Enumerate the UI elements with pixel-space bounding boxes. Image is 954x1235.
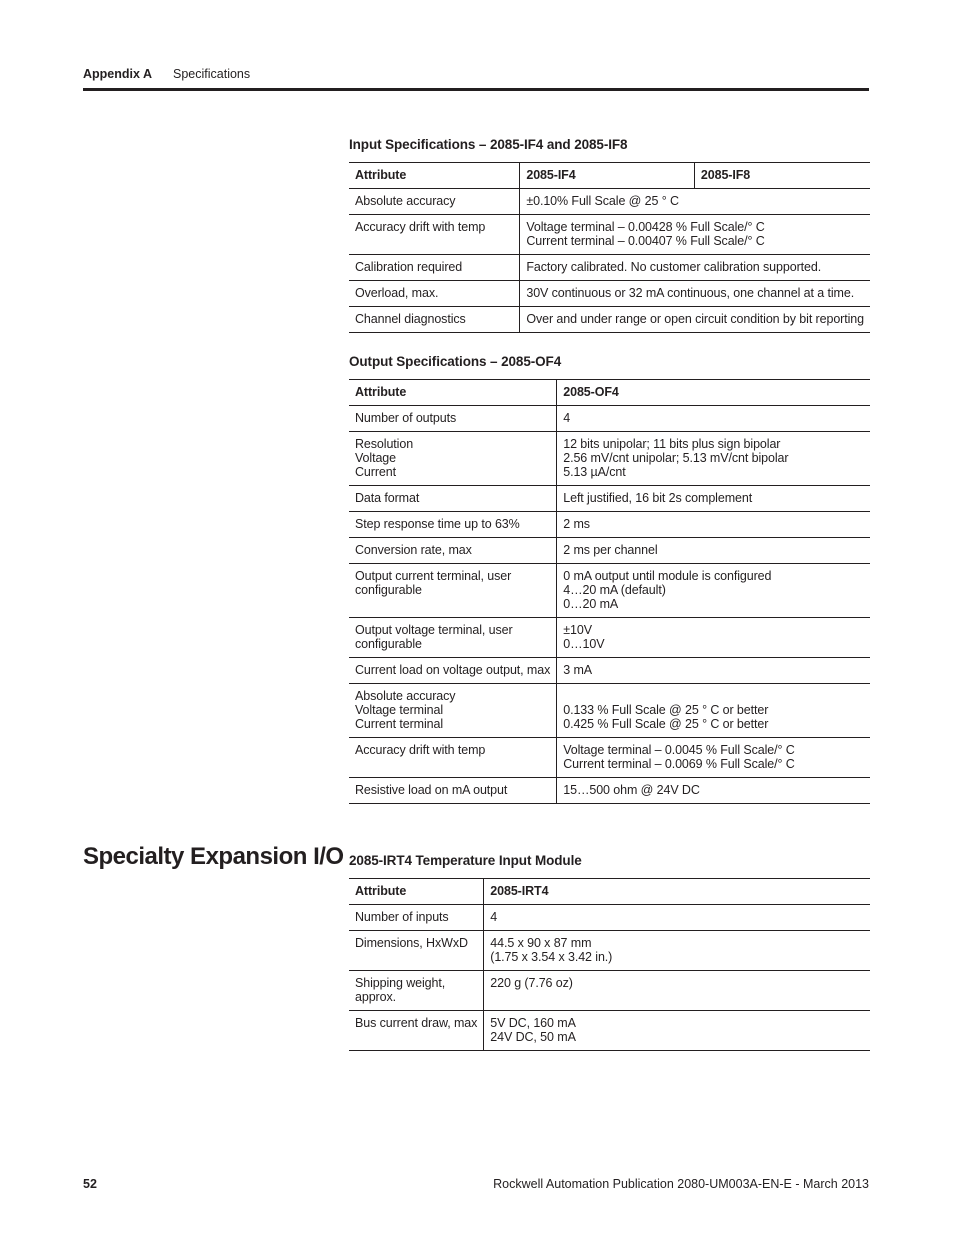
table-row	[349, 618, 870, 658]
cell-text: Number of outputs	[355, 411, 457, 425]
cell-text: Data format	[355, 491, 420, 505]
attribute-cell	[349, 618, 557, 658]
attribute-cell	[349, 486, 557, 512]
attribute-cell	[349, 307, 520, 333]
attribute-cell	[349, 406, 557, 432]
table-row	[349, 189, 870, 215]
appendix-label: Appendix A	[83, 67, 152, 81]
column-header: 2085-OF4	[557, 380, 870, 406]
cell-text: 3 mA	[563, 663, 593, 677]
cell-text: 5.13 µA/cnt	[563, 465, 626, 479]
cell-text: Current	[355, 465, 396, 479]
cell-text: Voltage	[355, 451, 397, 465]
cell-text: 4	[563, 411, 571, 425]
table-header-row	[349, 879, 870, 905]
cell-text: Dimensions, HxWxD	[355, 936, 468, 950]
section-label: Specifications	[173, 67, 251, 81]
table-header-row	[349, 380, 870, 406]
cell-text: 30V continuous or 32 mA continuous, one channel at a time.	[526, 286, 855, 300]
value-cell	[557, 486, 870, 512]
cell-text: Left justified, 16 bit 2s complement	[563, 491, 753, 505]
table-row	[349, 658, 870, 684]
value-cell	[484, 1011, 870, 1051]
attribute-cell	[349, 538, 557, 564]
cell-text: Step response time up to 63%	[355, 517, 520, 531]
cell-text: Number of inputs	[355, 910, 449, 924]
attribute-cell	[349, 281, 520, 307]
column-header: 2085-IRT4	[484, 879, 870, 905]
value-cell	[520, 215, 870, 255]
attribute-cell	[349, 684, 557, 738]
table-row	[349, 406, 870, 432]
value-cell	[557, 564, 870, 618]
cell-text: Absolute accuracy	[355, 689, 456, 703]
cell-text: 44.5 x 90 x 87 mm	[490, 936, 592, 950]
attribute-cell	[349, 1011, 484, 1051]
value-cell	[484, 971, 870, 1011]
cell-text: Resistive load on mA output	[355, 783, 508, 797]
output-spec-table	[349, 379, 870, 804]
cell-text: Absolute accuracy	[355, 194, 456, 208]
value-cell	[557, 738, 870, 778]
cell-text: 0.425 % Full Scale @ 25 ° C or better	[563, 717, 769, 731]
cell-text: Voltage terminal – 0.0045 % Full Scale/° C	[563, 743, 795, 757]
attribute-cell	[349, 905, 484, 931]
value-cell	[557, 432, 870, 486]
column-header: Attribute	[349, 879, 484, 905]
cell-text: Current terminal – 0.0069 % Full Scale/° C	[563, 757, 795, 771]
table-header-row	[349, 163, 870, 189]
cell-text: Current terminal	[355, 717, 444, 731]
table-row	[349, 971, 870, 1011]
attribute-cell	[349, 215, 520, 255]
attribute-cell	[349, 255, 520, 281]
cell-text: Overload, max.	[355, 286, 439, 300]
cell-text: 15…500 ohm @ 24V DC	[563, 783, 700, 797]
cell-text: Calibration required	[355, 260, 463, 274]
value-cell	[520, 189, 870, 215]
column-header: 2085-IF4	[520, 163, 695, 189]
cell-text: ±10V	[563, 623, 592, 637]
cell-text: Bus current draw, max	[355, 1016, 478, 1030]
value-cell	[557, 658, 870, 684]
cell-text: Factory calibrated. No customer calibration supported.	[526, 260, 822, 274]
publication-info: Rockwell Automation Publication 2080-UM003A-EN-E - March 2013	[493, 1177, 869, 1191]
table-row	[349, 538, 870, 564]
table-row	[349, 931, 870, 971]
value-cell	[484, 905, 870, 931]
page-number: 52	[83, 1177, 97, 1191]
cell-text: 24V DC, 50 mA	[490, 1030, 576, 1044]
table-row	[349, 778, 870, 804]
page-header	[83, 66, 869, 91]
value-cell	[557, 618, 870, 658]
cell-text: Accuracy drift with temp	[355, 220, 486, 234]
cell-text: 0.133 % Full Scale @ 25 ° C or better	[563, 703, 769, 717]
table-row	[349, 281, 870, 307]
cell-text: Current load on voltage output, max	[355, 663, 551, 677]
attribute-cell	[349, 971, 484, 1011]
value-cell	[557, 538, 870, 564]
cell-text: Channel diagnostics	[355, 312, 466, 326]
cell-text	[563, 689, 864, 703]
output-spec-title: Output Specifications – 2085-OF4	[349, 354, 562, 369]
cell-text: configurable	[355, 637, 422, 651]
column-header: Attribute	[349, 380, 557, 406]
table-row	[349, 307, 870, 333]
cell-text: 12 bits unipolar; 11 bits plus sign bipolar	[563, 437, 781, 451]
cell-text: 220 g (7.76 oz)	[490, 976, 573, 990]
column-header: Attribute	[349, 163, 520, 189]
value-cell	[557, 406, 870, 432]
table-row	[349, 432, 870, 486]
input-spec-table	[349, 162, 870, 333]
attribute-cell	[349, 432, 557, 486]
cell-text: 2.56 mV/cnt unipolar; 5.13 mV/cnt bipolar	[563, 451, 789, 465]
attribute-cell	[349, 738, 557, 778]
attribute-cell	[349, 931, 484, 971]
value-cell	[484, 931, 870, 971]
table-row	[349, 684, 870, 738]
irt4-spec-title: 2085-IRT4 Temperature Input Module	[349, 853, 582, 868]
section-heading: Specialty Expansion I/O	[83, 843, 344, 870]
value-cell	[520, 281, 870, 307]
attribute-cell	[349, 189, 520, 215]
value-cell	[520, 255, 870, 281]
table-row	[349, 486, 870, 512]
irt4-spec-table	[349, 878, 870, 1051]
attribute-cell	[349, 658, 557, 684]
cell-text: Accuracy drift with temp	[355, 743, 486, 757]
cell-text: Conversion rate, max	[355, 543, 472, 557]
cell-text: 0 mA output until module is configured	[563, 569, 772, 583]
table-row	[349, 512, 870, 538]
cell-text: 4…20 mA (default)	[563, 583, 666, 597]
cell-text: 0…20 mA	[563, 597, 619, 611]
cell-text: Output current terminal, user	[355, 569, 512, 583]
table-row	[349, 564, 870, 618]
cell-text: 5V DC, 160 mA	[490, 1016, 576, 1030]
attribute-cell	[349, 512, 557, 538]
table-row	[349, 215, 870, 255]
cell-text: Voltage terminal	[355, 703, 444, 717]
cell-text: 2 ms	[563, 517, 590, 531]
table-row	[349, 905, 870, 931]
value-cell	[520, 307, 870, 333]
cell-text: Output voltage terminal, user	[355, 623, 513, 637]
value-cell	[557, 778, 870, 804]
cell-text: 2 ms per channel	[563, 543, 658, 557]
cell-text: 4	[490, 910, 498, 924]
cell-text: (1.75 x 3.54 x 3.42 in.)	[490, 950, 613, 964]
cell-text: approx.	[355, 990, 396, 1004]
cell-text: Current terminal – 0.00407 % Full Scale/° C	[526, 234, 765, 248]
attribute-cell	[349, 564, 557, 618]
cell-text: configurable	[355, 583, 422, 597]
value-cell	[557, 512, 870, 538]
cell-text: 0…10V	[563, 637, 605, 651]
cell-text: Shipping weight,	[355, 976, 446, 990]
cell-text: ±0.10% Full Scale @ 25 ° C	[526, 194, 679, 208]
attribute-cell	[349, 778, 557, 804]
input-spec-title: Input Specifications – 2085-IF4 and 2085-IF8	[349, 137, 628, 152]
column-header: 2085-IF8	[694, 163, 870, 189]
table-row	[349, 255, 870, 281]
cell-text: Voltage terminal – 0.00428 % Full Scale/° C	[526, 220, 765, 234]
table-row	[349, 738, 870, 778]
cell-text: Over and under range or open circuit condition by bit reporting	[526, 312, 864, 326]
value-cell	[557, 684, 870, 738]
cell-text: Resolution	[355, 437, 414, 451]
table-row	[349, 1011, 870, 1051]
